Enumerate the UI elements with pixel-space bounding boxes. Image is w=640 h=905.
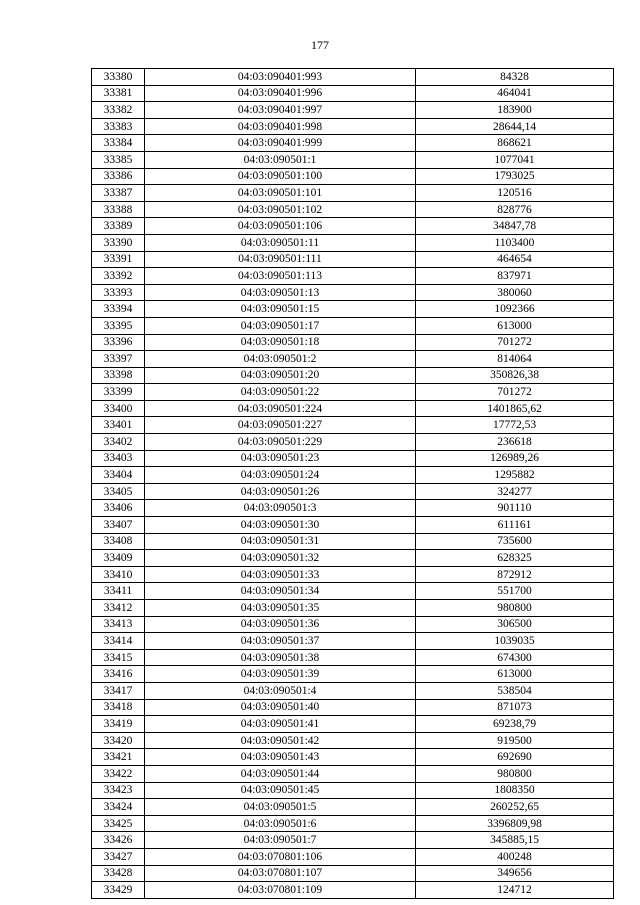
table-row [92, 185, 614, 202]
cadastral-value-cell: 901110 [416, 500, 614, 517]
cadastral-number-cell: 04:03:090501:106 [145, 218, 416, 235]
cadastral-value-cell: 380060 [416, 284, 614, 301]
cadastral-number-cell: 04:03:090501:38 [145, 649, 416, 666]
cadastral-number-cell: 04:03:090501:41 [145, 716, 416, 733]
row-number-cell: 33408 [92, 533, 145, 550]
cadastral-number-cell: 04:03:090501:6 [145, 815, 416, 832]
cadastral-value-cell: 17772,53 [416, 417, 614, 434]
cadastral-value-cell: 69238,79 [416, 716, 614, 733]
row-number-cell: 33387 [92, 185, 145, 202]
cadastral-value-cell: 611161 [416, 517, 614, 534]
row-number-cell: 33393 [92, 284, 145, 301]
row-number-cell: 33413 [92, 616, 145, 633]
table-row [92, 85, 614, 102]
cadastral-value-cell: 350826,38 [416, 367, 614, 384]
row-number-cell: 33402 [92, 434, 145, 451]
cadastral-number-cell: 04:03:090501:22 [145, 384, 416, 401]
cadastral-value-cell: 1103400 [416, 234, 614, 251]
row-number-cell: 33399 [92, 384, 145, 401]
row-number-cell: 33395 [92, 317, 145, 334]
cadastral-value-table [91, 68, 614, 899]
cadastral-number-cell: 04:03:090501:44 [145, 765, 416, 782]
cadastral-number-cell: 04:03:090501:45 [145, 782, 416, 799]
cadastral-number-cell: 04:03:090401:998 [145, 118, 416, 135]
cadastral-value-cell: 464654 [416, 251, 614, 268]
cadastral-number-cell: 04:03:090501:101 [145, 185, 416, 202]
table-row [92, 417, 614, 434]
cadastral-number-cell: 04:03:090501:30 [145, 517, 416, 534]
cadastral-value-cell: 871073 [416, 699, 614, 716]
cadastral-value-cell: 1039035 [416, 633, 614, 650]
table-row [92, 234, 614, 251]
table-row [92, 799, 614, 816]
table-row [92, 69, 614, 86]
row-number-cell: 33418 [92, 699, 145, 716]
table-row [92, 517, 614, 534]
table-row [92, 284, 614, 301]
table-row [92, 616, 614, 633]
cadastral-value-cell: 701272 [416, 334, 614, 351]
cadastral-value-cell: 701272 [416, 384, 614, 401]
row-number-cell: 33423 [92, 782, 145, 799]
cadastral-number-cell: 04:03:090501:5 [145, 799, 416, 816]
table-row [92, 168, 614, 185]
row-number-cell: 33401 [92, 417, 145, 434]
cadastral-number-cell: 04:03:090501:15 [145, 301, 416, 318]
cadastral-number-cell: 04:03:090501:20 [145, 367, 416, 384]
cadastral-value-cell: 551700 [416, 583, 614, 600]
table-row [92, 633, 614, 650]
cadastral-value-cell: 84328 [416, 69, 614, 86]
table-row [92, 434, 614, 451]
cadastral-number-cell: 04:03:090501:33 [145, 566, 416, 583]
cadastral-number-cell: 04:03:090501:224 [145, 400, 416, 417]
cadastral-value-cell: 1077041 [416, 151, 614, 168]
table-row [92, 566, 614, 583]
cadastral-value-cell: 306500 [416, 616, 614, 633]
table-row [92, 832, 614, 849]
row-number-cell: 33403 [92, 450, 145, 467]
cadastral-value-cell: 126989,26 [416, 450, 614, 467]
cadastral-value-cell: 260252,65 [416, 799, 614, 816]
cadastral-value-cell: 1092366 [416, 301, 614, 318]
cadastral-value-cell: 1295882 [416, 467, 614, 484]
table-body [92, 69, 614, 899]
row-number-cell: 33427 [92, 848, 145, 865]
row-number-cell: 33416 [92, 666, 145, 683]
table-row [92, 301, 614, 318]
row-number-cell: 33417 [92, 682, 145, 699]
table-row [92, 201, 614, 218]
cadastral-value-cell: 980800 [416, 600, 614, 617]
row-number-cell: 33412 [92, 600, 145, 617]
table-row [92, 450, 614, 467]
table-row [92, 268, 614, 285]
row-number-cell: 33407 [92, 517, 145, 534]
table-row [92, 782, 614, 799]
cadastral-value-cell: 837971 [416, 268, 614, 285]
cadastral-value-cell: 28644,14 [416, 118, 614, 135]
cadastral-value-cell: 628325 [416, 550, 614, 567]
table-row [92, 732, 614, 749]
cadastral-value-cell: 324277 [416, 483, 614, 500]
cadastral-value-cell: 692690 [416, 749, 614, 766]
cadastral-value-cell: 828776 [416, 201, 614, 218]
cadastral-number-cell: 04:03:090501:34 [145, 583, 416, 600]
table-row [92, 151, 614, 168]
cadastral-value-cell: 1808350 [416, 782, 614, 799]
cadastral-number-cell: 04:03:090501:2 [145, 351, 416, 368]
row-number-cell: 33410 [92, 566, 145, 583]
cadastral-number-cell: 04:03:090401:997 [145, 102, 416, 119]
row-number-cell: 33396 [92, 334, 145, 351]
cadastral-number-cell: 04:03:090501:39 [145, 666, 416, 683]
row-number-cell: 33389 [92, 218, 145, 235]
row-number-cell: 33406 [92, 500, 145, 517]
page-number: 177 [311, 38, 329, 52]
table-row [92, 600, 614, 617]
cadastral-value-cell: 613000 [416, 317, 614, 334]
table-row [92, 102, 614, 119]
cadastral-number-cell: 04:03:070801:109 [145, 882, 416, 899]
table-row [92, 749, 614, 766]
table-row [92, 882, 614, 899]
row-number-cell: 33397 [92, 351, 145, 368]
row-number-cell: 33391 [92, 251, 145, 268]
row-number-cell: 33392 [92, 268, 145, 285]
table-row [92, 865, 614, 882]
row-number-cell: 33404 [92, 467, 145, 484]
cadastral-number-cell: 04:03:090501:17 [145, 317, 416, 334]
table-row [92, 848, 614, 865]
row-number-cell: 33400 [92, 400, 145, 417]
cadastral-value-cell: 1793025 [416, 168, 614, 185]
cadastral-number-cell: 04:03:090501:43 [145, 749, 416, 766]
table-row [92, 351, 614, 368]
cadastral-value-cell: 980800 [416, 765, 614, 782]
table-row [92, 815, 614, 832]
row-number-cell: 33409 [92, 550, 145, 567]
row-number-cell: 33421 [92, 749, 145, 766]
cadastral-number-cell: 04:03:090501:26 [145, 483, 416, 500]
row-number-cell: 33385 [92, 151, 145, 168]
cadastral-number-cell: 04:03:090501:24 [145, 467, 416, 484]
row-number-cell: 33422 [92, 765, 145, 782]
cadastral-value-cell: 814064 [416, 351, 614, 368]
table-row [92, 384, 614, 401]
cadastral-value-cell: 613000 [416, 666, 614, 683]
cadastral-number-cell: 04:03:090501:229 [145, 434, 416, 451]
table-row [92, 135, 614, 152]
row-number-cell: 33426 [92, 832, 145, 849]
cadastral-value-cell: 872912 [416, 566, 614, 583]
cadastral-number-cell: 04:03:090501:37 [145, 633, 416, 650]
table-row [92, 716, 614, 733]
cadastral-number-cell: 04:03:090501:113 [145, 268, 416, 285]
cadastral-number-cell: 04:03:090501:11 [145, 234, 416, 251]
cadastral-value-cell: 349656 [416, 865, 614, 882]
row-number-cell: 33420 [92, 732, 145, 749]
row-number-cell: 33394 [92, 301, 145, 318]
cadastral-value-cell: 124712 [416, 882, 614, 899]
row-number-cell: 33384 [92, 135, 145, 152]
row-number-cell: 33414 [92, 633, 145, 650]
cadastral-value-cell: 464041 [416, 85, 614, 102]
row-number-cell: 33382 [92, 102, 145, 119]
row-number-cell: 33383 [92, 118, 145, 135]
table-row [92, 251, 614, 268]
row-number-cell: 33419 [92, 716, 145, 733]
cadastral-number-cell: 04:03:090401:999 [145, 135, 416, 152]
row-number-cell: 33398 [92, 367, 145, 384]
table-row [92, 682, 614, 699]
cadastral-number-cell: 04:03:090501:31 [145, 533, 416, 550]
cadastral-value-cell: 868621 [416, 135, 614, 152]
table-row [92, 649, 614, 666]
cadastral-number-cell: 04:03:090401:996 [145, 85, 416, 102]
row-number-cell: 33415 [92, 649, 145, 666]
row-number-cell: 33429 [92, 882, 145, 899]
table-row [92, 583, 614, 600]
table-row [92, 118, 614, 135]
table-row [92, 218, 614, 235]
table-row [92, 334, 614, 351]
cadastral-value-cell: 919500 [416, 732, 614, 749]
cadastral-number-cell: 04:03:070801:107 [145, 865, 416, 882]
cadastral-number-cell: 04:03:090501:227 [145, 417, 416, 434]
table-row [92, 400, 614, 417]
cadastral-number-cell: 04:03:090501:7 [145, 832, 416, 849]
cadastral-value-cell: 34847,78 [416, 218, 614, 235]
table-row [92, 533, 614, 550]
cadastral-number-cell: 04:03:090501:42 [145, 732, 416, 749]
row-number-cell: 33386 [92, 168, 145, 185]
cadastral-value-cell: 400248 [416, 848, 614, 865]
cadastral-number-cell: 04:03:090501:111 [145, 251, 416, 268]
cadastral-value-cell: 735600 [416, 533, 614, 550]
table-row [92, 765, 614, 782]
cadastral-number-cell: 04:03:070801:106 [145, 848, 416, 865]
cadastral-value-cell: 1401865,62 [416, 400, 614, 417]
table-row [92, 699, 614, 716]
cadastral-number-cell: 04:03:090501:13 [145, 284, 416, 301]
row-number-cell: 33381 [92, 85, 145, 102]
cadastral-number-cell: 04:03:090501:35 [145, 600, 416, 617]
cadastral-number-cell: 04:03:090501:4 [145, 682, 416, 699]
cadastral-number-cell: 04:03:090401:993 [145, 69, 416, 86]
cadastral-number-cell: 04:03:090501:1 [145, 151, 416, 168]
cadastral-number-cell: 04:03:090501:23 [145, 450, 416, 467]
row-number-cell: 33424 [92, 799, 145, 816]
cadastral-number-cell: 04:03:090501:40 [145, 699, 416, 716]
cadastral-number-cell: 04:03:090501:18 [145, 334, 416, 351]
table-row [92, 500, 614, 517]
row-number-cell: 33390 [92, 234, 145, 251]
row-number-cell: 33411 [92, 583, 145, 600]
cadastral-number-cell: 04:03:090501:36 [145, 616, 416, 633]
cadastral-number-cell: 04:03:090501:100 [145, 168, 416, 185]
row-number-cell: 33405 [92, 483, 145, 500]
cadastral-value-cell: 674300 [416, 649, 614, 666]
cadastral-value-cell: 183900 [416, 102, 614, 119]
row-number-cell: 33428 [92, 865, 145, 882]
table-row [92, 467, 614, 484]
row-number-cell: 33425 [92, 815, 145, 832]
table-row [92, 367, 614, 384]
cadastral-value-cell: 120516 [416, 185, 614, 202]
cadastral-number-cell: 04:03:090501:32 [145, 550, 416, 567]
cadastral-value-cell: 3396809,98 [416, 815, 614, 832]
table-row [92, 666, 614, 683]
table-row [92, 317, 614, 334]
row-number-cell: 33388 [92, 201, 145, 218]
cadastral-number-cell: 04:03:090501:3 [145, 500, 416, 517]
cadastral-value-cell: 538504 [416, 682, 614, 699]
table-row [92, 483, 614, 500]
cadastral-value-cell: 345885,15 [416, 832, 614, 849]
cadastral-value-cell: 236618 [416, 434, 614, 451]
cadastral-number-cell: 04:03:090501:102 [145, 201, 416, 218]
table-row [92, 550, 614, 567]
row-number-cell: 33380 [92, 69, 145, 86]
